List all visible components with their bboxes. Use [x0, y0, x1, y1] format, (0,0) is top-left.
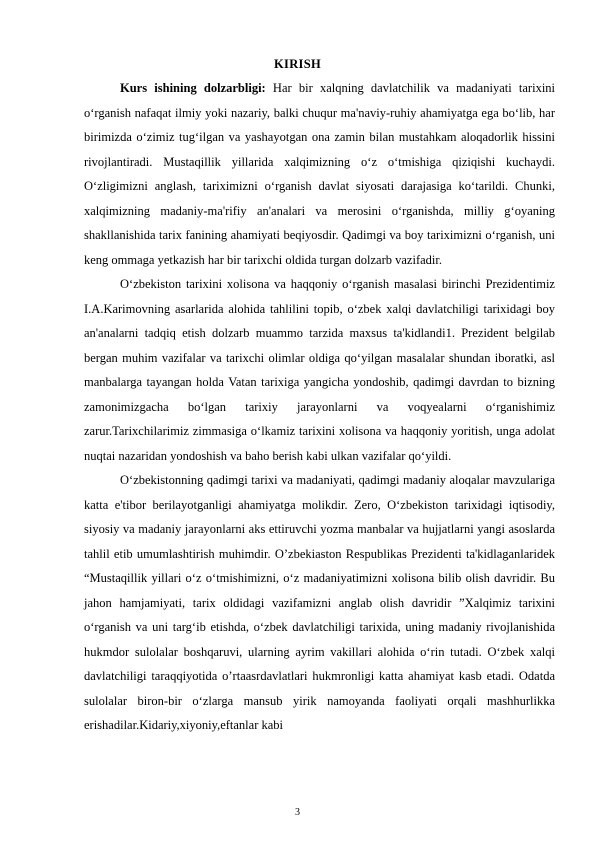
paragraph-text: O‘zbekiston tarixini xolisona va haqqoniy o‘rganish masalasi birinchi Prezidentimiz I.A.Karimovning asarlarida alohida tahlilini topib, o‘zbek xalqi davlatchiligi tarixidagi boy an'analarni tadqiq etish dolzarb muammo tarzida maxsus ta'kidlandi1. Prezident belgilab bergan muhim vazifalar va tarixchi olimlar oldiga qo‘yilgan masalalar shundan iboratki, asl manbalarga tayangan holda Vatan tarixiga yangicha yondoshib, qadimgi davrdan to bizning zamonimizgacha bo‘lgan tarixiy jarayonlarni va voqyealarni o‘rganishimiz zarur.Tarixchilarimiz zimmasiga o‘lkamiz tarixini xolisona va haqqoniy yoritish, unga adolat nuqtai nazaridan yondoshish va baho berish kabi ulkan vazifalar qo‘yildi. — [84, 277, 555, 463]
page-number: 3 — [295, 807, 300, 818]
paragraph-3 — [84, 468, 555, 738]
paragraph-text: O‘zbekistonning qadimgi tarixi va madaniyati, qadimgi madaniy aloqalar mavzulariga katta e'tibor berilayotganligi ahamiyatga molikdir. Zero, O‘zbekiston tarixidagi iqtisodiy, siyosiy va madaniy jarayonlarni aks ettiruvchi yozma manbalar va hujjatlarni yangi asoslarda tahlil etib umumlashtirish muhimdir. O’zbekiaston Respublikas Prezidenti ta'kidlaganlaridek “Mustaqillik yillari o‘z o‘tmishimizni, o‘z madaniyatimizni xolisona bilib olish davridir. Bu jahon hamjamiyati, tarix oldidagi vazifamizni anglab olish davridir ”Xalqimiz tarixini o‘rganish va uni targ‘ib etishda, o‘zbek davlatchiligi tarixida, uning madaniy rivojlanishida hukmdor sulolalar boshqaruvi, ularning ayrim vakillari alohida o‘rin tutadi. O‘zbek xalqi davlatchiligi taraqqiyotida o’rtaasrdavlatlari hukmronligi katta ahamiyat kasb etadi. Odatda sulolalar biron-bir o‘zlarga mansub yirik namoyanda faoliyati orqali mashhurlikka erishadilar.Kidariy,xiyoniy,eftanlar kabi — [84, 473, 555, 732]
paragraph-text: Har bir xalqning davlatchilik va madaniyati tarixini o‘rganish nafaqat ilmiy yoki nazariy, balki chuqur ma'naviy-ruhiy ahamiyatga ega bo‘lib, har birimizda o‘zimiz tug‘ilgan va yashayotgan ona zamin bilan mustahkam aloqadorlik hissini rivojlantiradi. Mustaqillik yillarida xalqimizning o‘z o‘tmishiga qiziqishi kuchaydi. O‘zligimizni anglash, tariximizni o‘rganish davlat siyosati darajasiga ko‘tarildi. Chunki, xalqimizning madaniy-ma'rifiy an'analari va merosini o‘rganishda, milliy g‘oyaning shakllanishida tarix fanining ahamiyati beqiyosdir. Qadimgi va boy tariximizni o‘rganish, uni keng ommaga yetkazish har bir tarixchi oldida turgan dolzarb vazifadir. — [84, 81, 556, 267]
body-text — [0, 76, 595, 738]
paragraph-1 — [84, 76, 555, 272]
page-title: KIRISH — [274, 57, 321, 71]
paragraph-2 — [84, 272, 555, 468]
paragraph-lead: Kurs ishining dolzarbligi: — [120, 81, 266, 95]
